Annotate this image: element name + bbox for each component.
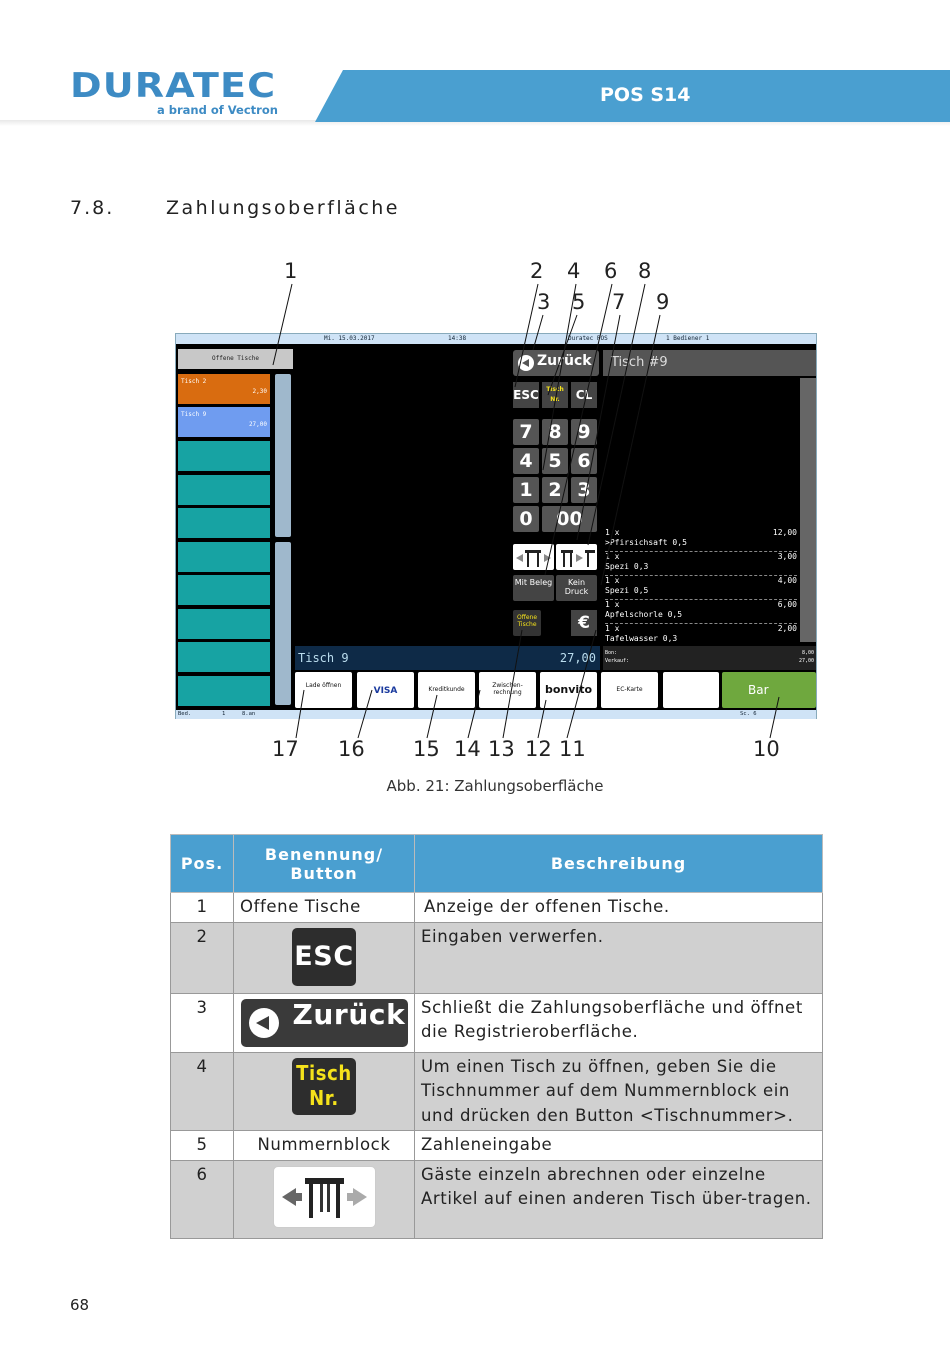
receipt-item: 1 x 12,00 >Pfirsichsaft 0,5 (605, 528, 797, 552)
receipt-item: 1 x 4,00 Spezi 0,5 (605, 576, 797, 600)
table-name: Tisch 9 (181, 411, 207, 418)
table-value: 27,00 (248, 421, 267, 428)
open-tables-header: Offene Tische (178, 349, 293, 369)
callout-8: 8 (638, 259, 652, 283)
page-number: 68 (70, 1296, 90, 1314)
callout-10: 10 (753, 737, 780, 761)
key-3[interactable]: 3 (571, 477, 597, 503)
figure-caption: Abb. 21: Zahlungsoberfläche (386, 777, 604, 795)
with-receipt-button[interactable]: Mit Beleg (513, 575, 554, 601)
row-pos: 5 (171, 1131, 234, 1161)
header-desc: Beschreibung (415, 835, 823, 893)
key-9[interactable]: 9 (571, 419, 597, 445)
row-desc: Anzeige der offenen Tische. (415, 893, 823, 923)
key-6[interactable]: 6 (571, 448, 597, 474)
callout-1: 1 (284, 259, 298, 283)
key-8[interactable]: 8 (542, 419, 568, 445)
row-desc: Zahleneingabe (415, 1131, 823, 1161)
key-2[interactable]: 2 (542, 477, 568, 503)
receipt-item: 1 x 6,00 Apfelschorle 0,5 (605, 600, 797, 624)
receipt-totals: Bon: 8,00 Verkauf: 27,00 (603, 646, 816, 670)
esc-button[interactable]: ESC (513, 382, 539, 408)
clear-button[interactable]: CL (571, 382, 597, 408)
table-row (171, 1131, 823, 1161)
table-row (171, 1160, 823, 1238)
open-drawer-button[interactable]: Lade öffnen (295, 672, 352, 708)
model-name: POS S14 (600, 84, 691, 106)
receipt-item: 1 x 3,00 Spezi 0,3 (605, 552, 797, 576)
row-desc: Schließt die Zahlungsoberfläche und öffnet die Registrieroberfläche. (415, 993, 823, 1052)
table-name: Tisch 2 (181, 378, 207, 385)
section-number: 7.8. (70, 197, 115, 219)
table-row (171, 1052, 823, 1131)
callout-15: 15 (413, 737, 440, 761)
table-split-icon (274, 1167, 375, 1227)
cash-button[interactable]: Bar (722, 672, 816, 708)
key-00[interactable]: 00 (542, 506, 597, 532)
row-name: Offene Tische (234, 893, 415, 923)
receipt-item: 1 x 2,00 Tafelwasser 0,3 (605, 624, 797, 643)
row-button (234, 922, 415, 993)
callout-13: 13 (488, 737, 515, 761)
no-print-button[interactable]: Kein Druck (556, 575, 597, 601)
callout-2: 2 (530, 259, 544, 283)
row-desc: Um einen Tisch zu öffnen, geben Sie die Tischnummer auf dem Nummernblock ein und drücken den Button <Tischnummer>. (415, 1052, 823, 1131)
row-pos: 2 (171, 922, 234, 993)
table-header-row (171, 835, 823, 893)
key-1[interactable]: 1 (513, 477, 539, 503)
row-pos: 1 (171, 893, 234, 923)
back-arrow-icon (249, 1008, 279, 1038)
row-button (234, 1160, 415, 1238)
row-pos: 3 (171, 993, 234, 1052)
status-app: Duratec POS (568, 335, 608, 342)
row-pos: 6 (171, 1160, 234, 1238)
callout-14: 14 (454, 737, 481, 761)
table-row (171, 922, 823, 993)
key-5[interactable]: 5 (542, 448, 568, 474)
open-tables-button[interactable]: Offene Tische (513, 610, 541, 636)
credit-customer-button[interactable]: Kreditkunde (418, 672, 475, 708)
row-pos: 4 (171, 1052, 234, 1131)
description-table (170, 834, 823, 1239)
callout-11: 11 (559, 737, 586, 761)
esc-button-image: ESC (292, 928, 356, 986)
callout-9: 9 (656, 290, 670, 314)
current-table-sum: 27,00 (508, 646, 600, 670)
callout-3: 3 (537, 290, 551, 314)
current-table-label: Tisch 9 (295, 646, 508, 670)
section-title: Zahlungsoberfläche (166, 197, 400, 219)
back-button-image: Zurück (241, 999, 408, 1047)
row-button (234, 993, 415, 1052)
ec-card-button[interactable]: EC-Karte (601, 672, 658, 708)
interim-bill-button[interactable]: Zwischen-rechnung (479, 672, 536, 708)
bottom-status-bar: Bed. 1 8.an Sc. 6 (176, 710, 816, 719)
callout-4: 4 (567, 259, 581, 283)
brand-tagline: a brand of Vectron (157, 103, 278, 117)
status-date: Mi. 15.03.2017 (324, 335, 375, 342)
callout-5: 5 (572, 290, 586, 314)
callout-6: 6 (604, 259, 618, 283)
callout-17: 17 (272, 737, 299, 761)
split-table-button-image (273, 1166, 376, 1228)
table-number-button[interactable]: Tisch Nr. (542, 382, 568, 408)
callout-7: 7 (612, 290, 626, 314)
duratec-logo: DURATEC (70, 66, 277, 106)
table-value: 2,30 (252, 388, 267, 395)
back-label: Zurück (537, 353, 592, 369)
row-desc: Eingaben verwerfen. (415, 922, 823, 993)
key-0[interactable]: 0 (513, 506, 539, 532)
status-time: 14:38 (448, 335, 467, 342)
table-number-button-image: Tisch Nr. (292, 1058, 356, 1115)
status-user: 1 Bediener 1 (666, 335, 710, 342)
key-4[interactable]: 4 (513, 448, 539, 474)
callout-16: 16 (338, 737, 365, 761)
header-name: Benennung/ Button (234, 835, 415, 893)
visa-button[interactable]: VISA (357, 672, 414, 708)
row-button (234, 1052, 415, 1131)
row-name: Nummernblock (234, 1131, 415, 1161)
euro-button[interactable]: € (571, 610, 597, 636)
table-row (171, 893, 823, 923)
bonvito-button[interactable]: bonvito (540, 672, 597, 708)
key-7[interactable]: 7 (513, 419, 539, 445)
header-pos: Pos. (171, 835, 234, 893)
receipt-header: Tisch #9 (603, 350, 816, 376)
table-row (171, 993, 823, 1052)
row-desc: Gäste einzeln abrechnen oder einzelne Artikel auf einen anderen Tisch über-tragen. (415, 1160, 823, 1238)
callout-12: 12 (525, 737, 552, 761)
